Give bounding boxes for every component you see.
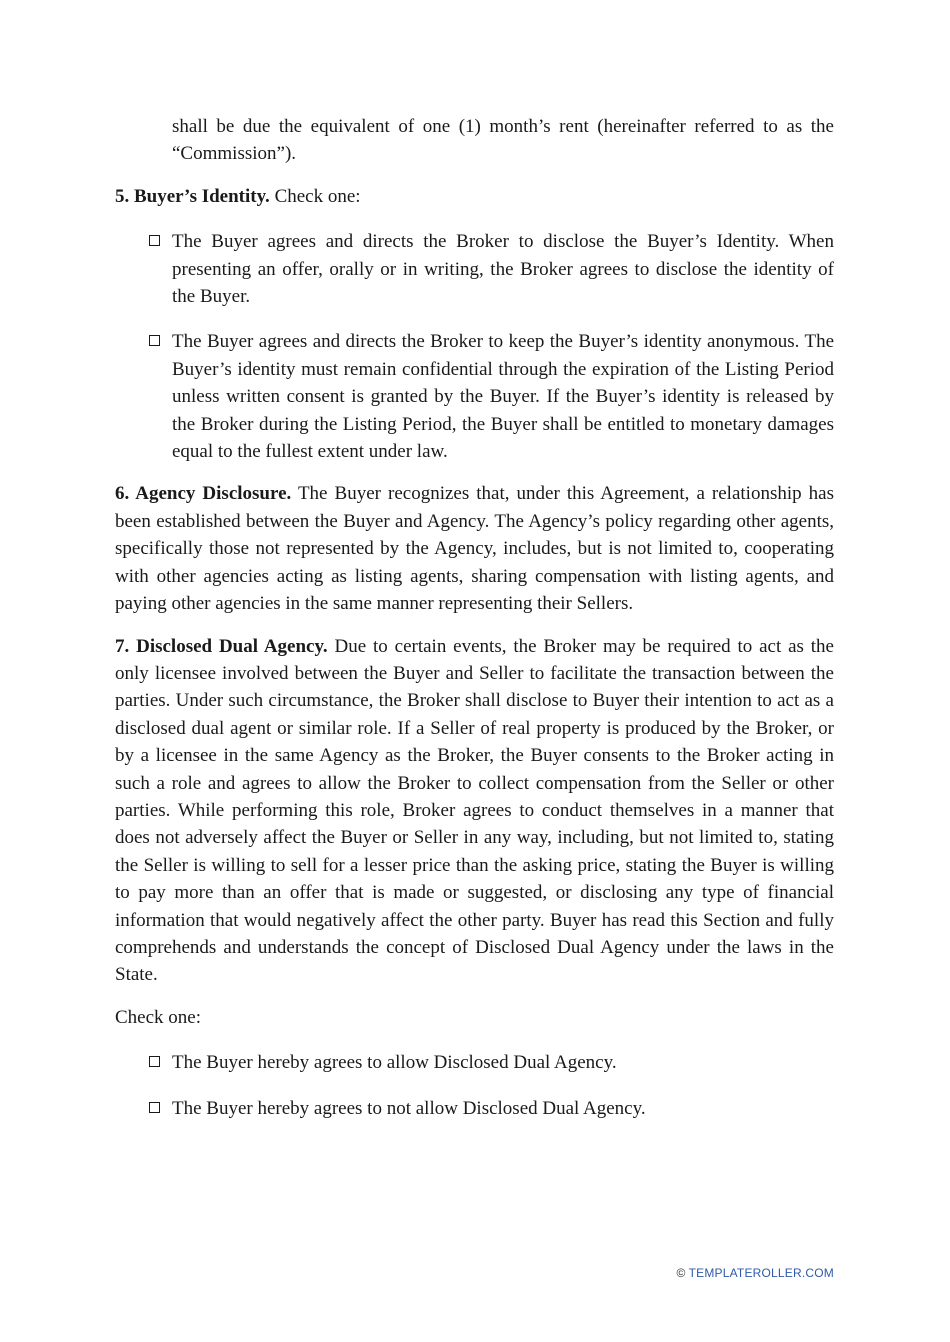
- section-7-option-1[interactable]: [115, 1049, 834, 1076]
- checkbox-icon[interactable]: [149, 1102, 160, 1113]
- section-6-heading: 6. Agency Disclosure.: [115, 483, 292, 505]
- section-7-paragraph: [115, 633, 834, 989]
- section-6-text: The Buyer recognizes that, under this Agreement, a relationship has been established between the Buyer and Agency. The Agency’s policy regarding other agents, specifically those not represented by the Agency, includes, but is not limited to, cooperating with other agencies acting as listing agents, sharing compensation with listing agents, and paying other agencies in the same manner representing their Sellers.: [115, 483, 834, 615]
- section-7-text: Due to certain events, the Broker may be required to act as the only licensee involved between the Buyer and Seller to facilitate the transaction between the parties. Under such circumstance, the Broker shall disclose to Buyer their intention to act as a disclosed dual agent or similar role. If a Seller of real property is produced by the Broker, or by a licensee in the same Agency as the Broker, the Buyer consents to the Broker acting in such a role and agrees to allow the Broker to collect compensation from the Seller or other parties. While performing this role, Broker agrees to conduct themselves in a manner that does not adversely affect the Buyer or Seller in any way, including, but not limited to, stating the Seller is willing to sell for a lesser price than the asking price, stating the Buyer is willing to pay more than an offer that is made or suggested, or disclosing any type of financial information that would negatively affect the other party. Buyer has read this Section and fully comprehends and understands the concept of Disclosed Dual Agency under the laws in the State.: [115, 635, 834, 986]
- checkbox-icon[interactable]: [149, 335, 160, 346]
- section-5-option-1[interactable]: [115, 228, 834, 310]
- check-one-label: Check one:: [115, 1006, 202, 1028]
- checkbox-icon[interactable]: [149, 235, 160, 246]
- section-5-heading: 5. Buyer’s Identity.: [115, 185, 270, 207]
- section-5-paragraph: [115, 183, 834, 210]
- section-7-option-2[interactable]: [115, 1095, 834, 1122]
- option-label: The Buyer agrees and directs the Broker to disclose the Buyer’s Identity. When presenting an offer, orally or in writing, the Broker agrees to disclose the identity of the Buyer.: [172, 231, 834, 308]
- checkbox-icon[interactable]: [149, 1056, 160, 1067]
- option-label: The Buyer agrees and directs the Broker to keep the Buyer’s identity anonymous. The Buyer’s identity must remain confidential through the expiration of the Listing Period unless written consent is granted by the Buyer. If the Buyer’s identity is released by the Broker during the Listing Period, the Buyer shall be entitled to monetary damages equal to the fullest extent under law.: [172, 331, 834, 463]
- footer-site-link[interactable]: TEMPLATEROLLER.COM: [688, 1266, 834, 1280]
- footer-watermark: [677, 1266, 834, 1280]
- section-5-option-2[interactable]: [115, 328, 834, 465]
- option-label: The Buyer hereby agrees to allow Disclosed Dual Agency.: [172, 1052, 617, 1074]
- option-label: The Buyer hereby agrees to not allow Disclosed Dual Agency.: [172, 1097, 646, 1119]
- copyright-icon: ©: [676, 1266, 686, 1280]
- section-5-text: Check one:: [269, 185, 361, 207]
- document-page: [115, 113, 834, 1122]
- section-7-heading: 7. Disclosed Dual Agency.: [115, 635, 328, 657]
- section-6-paragraph: [115, 480, 834, 617]
- intro-paragraph: shall be due the equivalent of one (1) month’s rent (hereinafter referred to as the “Commission”).: [172, 116, 834, 165]
